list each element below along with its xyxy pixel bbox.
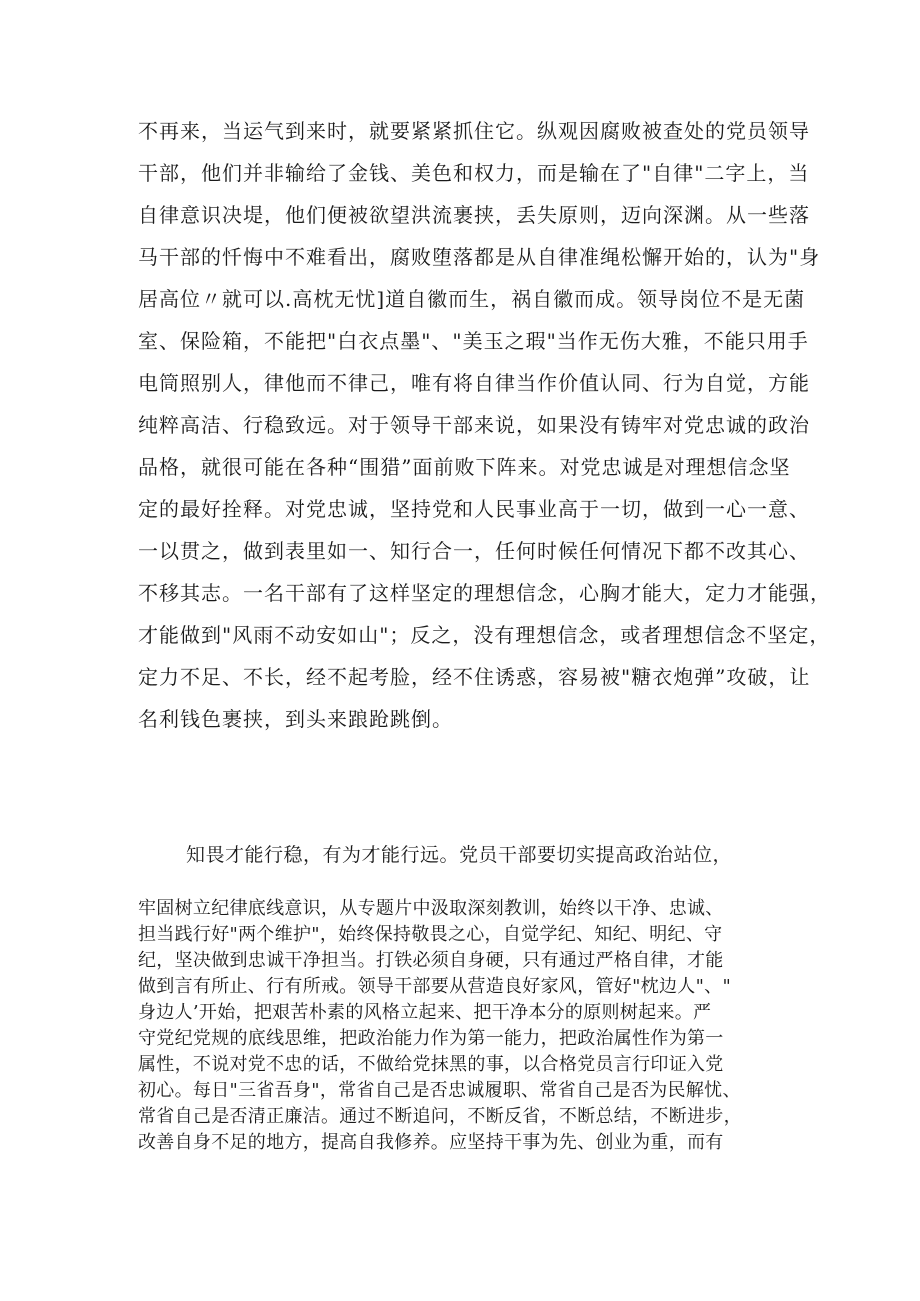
text-line: 电筒照别人，律他而不律己，唯有将自律当作价值认同、行为自觉，方能: [138, 371, 810, 395]
text-line: 定力不足、不长，经不起考脸，经不住诱惑，容易被"糖衣炮弹”攻破，让: [138, 665, 811, 689]
text-line: 居高位〃就可以.高枕无忧]道自徽而生，祸自徽而成。领导岗位不是无菌: [138, 287, 806, 311]
text-line: 自律意识决堤，他们便被欲望洪流裹挟，丢失原则，迈向深渊。从一些落: [138, 203, 810, 227]
text-line: 身边人’开始，把艰苦朴素的风格立起来、把干净本分的原则树起来。严: [138, 1002, 712, 1023]
text-line: 初心。每日"三省吾身"，常省自己是否忠诚履职、常省自己是否为民解忧、: [138, 1080, 741, 1101]
text-line: 守党纪党规的底线思维，把政治能力作为第一能力，把政治属性作为第一: [138, 1028, 724, 1049]
text-line: 纯粹高洁、行稳致远。对于领导干部来说，如果没有铸牢对党忠诚的政治: [138, 413, 810, 437]
text-line: 纪，坚决做到忠诚干净担当。打铁必须自身硬，只有通过严格自律，才能: [138, 950, 724, 971]
text-line: 室、保险箱，不能把"白衣点墨"、"美玉之瑕"当作无伤大雅，不能只用手: [138, 329, 809, 353]
text-line: 不再来，当运气到来时，就要紧紧抓住它。纵观因腐败被查处的党员领导: [138, 119, 810, 143]
text-line: 改善自身不足的地方，提高自我修养。应坚持干事为先、创业为重，而有: [138, 1132, 724, 1153]
text-line: 常省自己是否清正廉洁。通过不断追问，不断反省，不断总结，不断进步，: [138, 1106, 742, 1127]
text-line: 不移其志。一名干部有了这样坚定的理想信念，心胸才能大，定力才能强，: [138, 581, 831, 605]
text-line: 牢固树立纪律底线意识，从专题片中汲取深刻教训，始终以干净、忠诚、: [138, 898, 724, 919]
text-line: 品格，就很可能在各种“围猎”面前败下阵来。对党忠诚是对理想信念坚: [138, 455, 791, 479]
text-line: 做到言有所止、行有所戒。领导干部要从营造良好家风，管好"枕边人"、": [138, 976, 732, 997]
text-line: 担当践行好"两个维护"，始终保持敬畏之心，自觉学纪、知纪、明纪、守: [138, 924, 723, 945]
text-line: 干部，他们并非输给了金钱、美色和权力，而是输在了"自律"二字上，当: [138, 161, 810, 185]
text-line: 马干部的忏悔中不难看出，腐败堕落都是从自律准绳松懈开始的，认为"身: [138, 245, 821, 269]
text-line: 名利钱色裹挟，到头来踉跄跳倒。: [138, 707, 453, 731]
text-line: 才能做到"风雨不动安如山"；反之，没有理想信念，或者理想信念不坚定，: [138, 623, 831, 647]
paragraph-2-first-line: 知畏才能行稳，有为才能行远。党员干部要切实提高政治站位，: [186, 844, 733, 866]
text-line: 属性，不说对党不忠的话，不做给党抹黑的事，以合格党员言行印证入党: [138, 1054, 724, 1075]
text-line: 一以贯之，做到表里如一、知行合一，任何时候任何情况下都不改其心、: [138, 539, 810, 563]
text-line: 定的最好拴释。对党忠诚，坚持党和人民事业高于一切，做到一心一意、: [138, 497, 810, 521]
paragraph-2: [138, 896, 798, 1156]
paragraph-1: [138, 110, 831, 740]
